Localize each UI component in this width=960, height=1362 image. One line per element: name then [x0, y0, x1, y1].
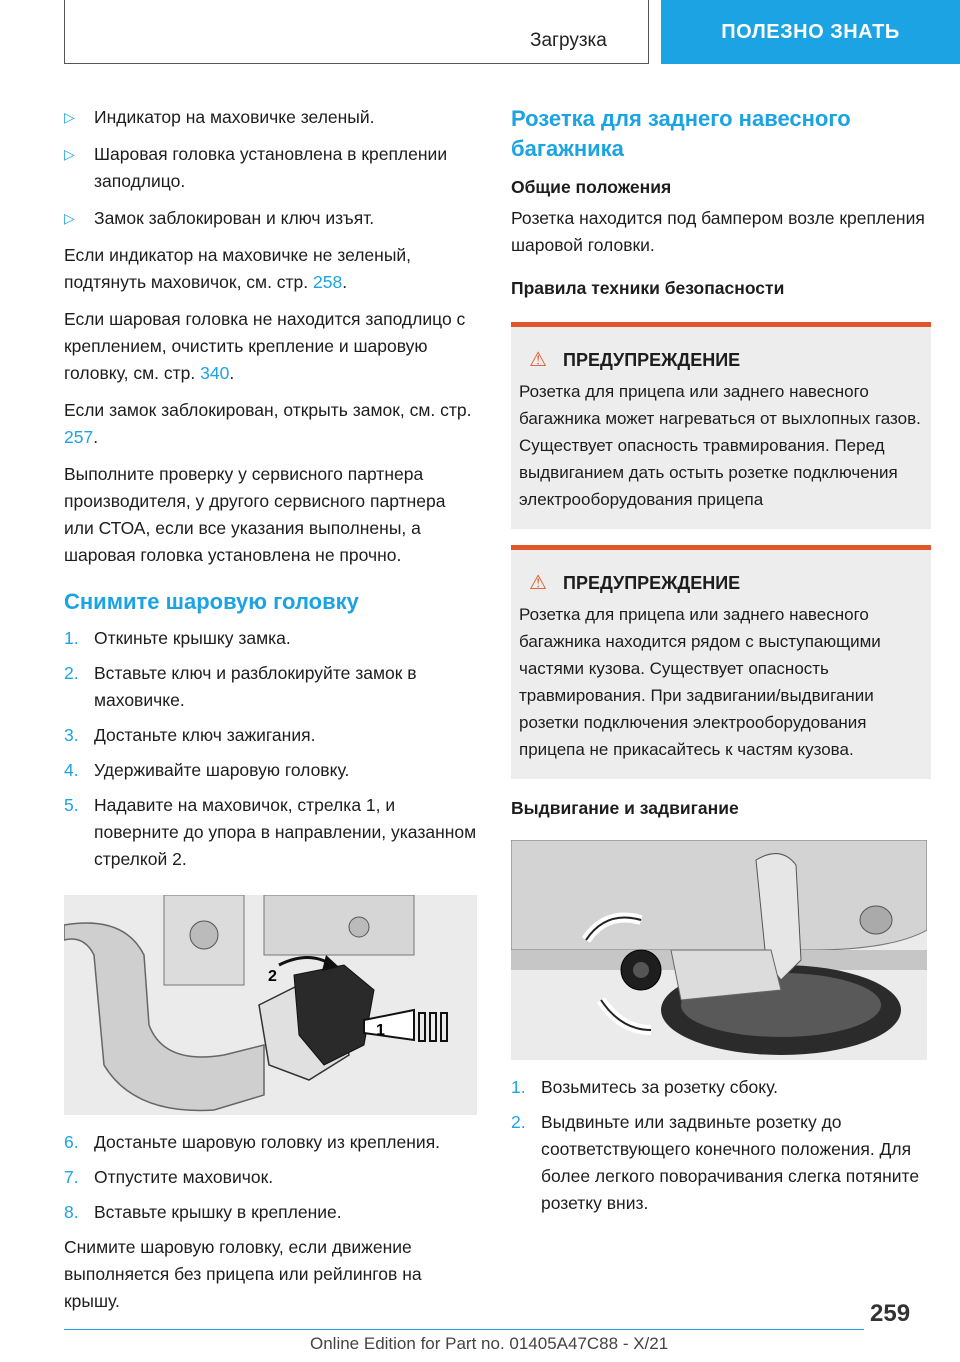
step-item: 8. Вставьте крышку в крепление.	[64, 1202, 342, 1222]
paragraph: Если шаровая головка не находится заподлицо с креплением, очистить крепление и шаровую головку, см. стр. 340.	[64, 309, 466, 383]
footer-edition[interactable]: Online Edition for Part no. 01405A47C88 - X/21	[310, 1334, 669, 1353]
callout-2: 2	[268, 968, 277, 985]
warning-text: Розетка для прицепа или заднего навесного багажника находится рядом с выступающими частями кузова. Существует опасность травмирования. При задвигании/выдвигании розетки подключения электрооборудования прицепа не прикасайтесь к частям кузова.	[519, 605, 881, 759]
triangle-bullet-icon: ▷	[64, 109, 75, 125]
section-heading: Розетка для заднего навесного багажника	[511, 106, 851, 161]
step-item: 5. Надавите на маховичок, стрелка 1, и поверните до упора в направлении, указанном стрелкой 2.	[64, 795, 477, 869]
paragraph: Если индикатор на маховичке не зеленый, подтянуть маховичок, см. стр. 258.	[64, 245, 412, 292]
subheading: Выдвигание и задвигание	[511, 798, 739, 818]
left-column	[64, 104, 479, 1325]
callout-1: 1	[376, 1022, 385, 1039]
page-number: 259	[870, 1300, 911, 1327]
list-item: ▷ Замок заблокирован и ключ изъят.	[64, 205, 479, 232]
warning-triangle-icon: ⚠	[529, 572, 547, 594]
paragraph: Выполните проверку у сервисного партнера производителя, у другого сервисного партнера или СТОА, если все указания выполнены, а шаровая головка установлена не прочно.	[64, 464, 446, 565]
list-item: ▷ Индикатор на маховичке зеленый.	[64, 104, 479, 131]
right-column	[511, 104, 931, 1225]
footer-divider	[64, 1329, 864, 1330]
step-item: 6. Достаньте шаровую головку из крепления.	[64, 1132, 441, 1152]
page-link[interactable]: 258	[313, 272, 343, 292]
subheading: Правила техники безопасности	[511, 278, 785, 298]
warning-text: Розетка для прицепа или заднего навесного багажника может нагреваться от выхлопных газов. Существует опасность травмирования. Перед выдвиганием дать остыть розетке подключения электрооборудования прицепа	[519, 382, 921, 509]
warning-triangle-icon: ⚠	[529, 349, 547, 371]
paragraph: Снимите шаровую головку, если движение выполняется без прицепа или рейлингов на крышу.	[64, 1237, 422, 1311]
step-item: 1. Возьмитесь за розетку сбоку.	[511, 1077, 779, 1097]
step-item: 4. Удерживайте шаровую головку.	[64, 760, 350, 780]
header-divider	[64, 0, 65, 64]
step-item: 2. Выдвиньте или задвиньте розетку до соответствующего конечного положения. Для более легкого поворачивания слегка потяните розетку вниз.	[511, 1112, 920, 1213]
tow-ball-illustration	[64, 895, 477, 1115]
socket-drawing	[511, 840, 927, 1060]
tab-zagruzka[interactable]: Загрузка	[530, 30, 607, 51]
list-item: ▷ Шаровая головка установлена в креплении заподлицо.	[64, 141, 479, 195]
page-link[interactable]: 257	[64, 427, 94, 447]
triangle-bullet-icon: ▷	[64, 146, 75, 162]
subheading: Общие положения	[511, 177, 672, 197]
section-heading: Снимите шаровую головку	[64, 589, 359, 614]
step-item: 1. Откиньте крышку замка.	[64, 628, 291, 648]
step-item: 3. Достаньте ключ зажигания.	[64, 725, 316, 745]
warning-box: ⚠ ПРЕДУПРЕЖДЕНИЕ Розетка для прицепа или заднего навесного багажника находится рядом с выступающими частями кузова. Существует опасность травмирования. При задвигании/выдвигании розетки подключения электрооборудования прицепа не прикасайтесь к частям кузова.	[511, 545, 931, 779]
header-underline	[64, 63, 649, 64]
step-item: 2. Вставьте ключ и разблокируйте замок в маховичке.	[64, 663, 417, 710]
paragraph: Розетка находится под бампером возле крепления шаровой головки.	[511, 208, 925, 255]
warning-box: ⚠ ПРЕДУПРЕЖДЕНИЕ Розетка для прицепа или заднего навесного багажника может нагреваться от выхлопных газов. Существует опасность травмирования. Перед выдвиганием дать остыть розетке подключения электрооборудования прицепа	[511, 322, 931, 529]
triangle-bullet-icon: ▷	[64, 210, 75, 226]
socket-illustration	[511, 840, 927, 1060]
paragraph: Если замок заблокирован, открыть замок, см. стр. 257.	[64, 400, 472, 447]
tow-ball-drawing	[64, 895, 477, 1115]
header-divider	[648, 0, 649, 64]
page-link[interactable]: 340	[200, 363, 230, 383]
step-item: 7. Отпустите маховичок.	[64, 1167, 274, 1187]
tab-useful-to-know[interactable]: ПОЛЕЗНО ЗНАТЬ	[661, 0, 960, 64]
